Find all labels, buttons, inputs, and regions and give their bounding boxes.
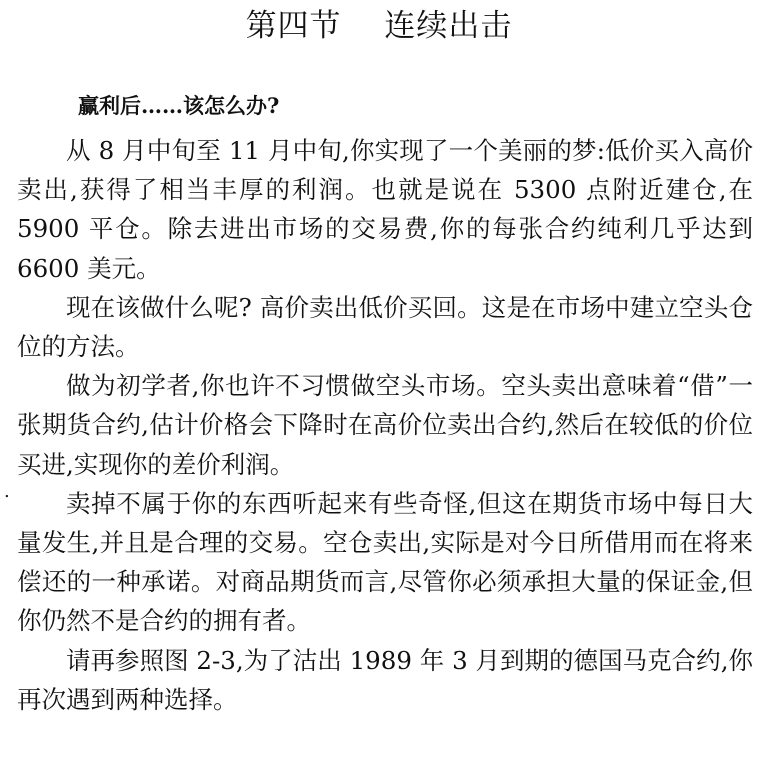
paragraph-1: 从 8 月中旬至 11 月中旬,你实现了一个美丽的梦:低价买入高价卖出,获得了相当丰厚的利润。也就是说在 5300 点附近建仓,在 5900 平仓。除去进出市场的交易费,你的每张合约纯利几乎达到 6600 美元。 [17,136,753,283]
section-title: 第四节 连续出击 [245,8,513,44]
body-text [17,131,753,719]
paragraph-3: 做为初学者,你也许不习惯做空头市场。空头卖出意味着“借”一张期货合约,估计价格会下降时在高价位卖出合约,然后在较低的价位买进,实现你的差价利润。 [17,371,753,479]
subheading: 赢利后……该怎么办? [78,93,280,118]
paragraph-4: 卖掉不属于你的东西听起来有些奇怪,但这在期货市场中每日大量发生,并且是合理的交易。空仓卖出,实际是对今日所借用而在将来偿还的一种承诺。对商品期货而言,尽管你必须承担大量的保证金,但你仍然不是合约的拥有者。 [17,488,753,636]
paragraph-2: 现在该做什么呢? 高价卖出低价买回。这是在市场中建立空头仓位的方法。 [17,292,753,362]
paragraph-5: 请再参照图 2-3,为了沽出 1989 年 3 月到期的德国马克合约,你再次遇到两种选择。 [17,645,753,714]
stray-scan-mark: . [4,481,10,502]
